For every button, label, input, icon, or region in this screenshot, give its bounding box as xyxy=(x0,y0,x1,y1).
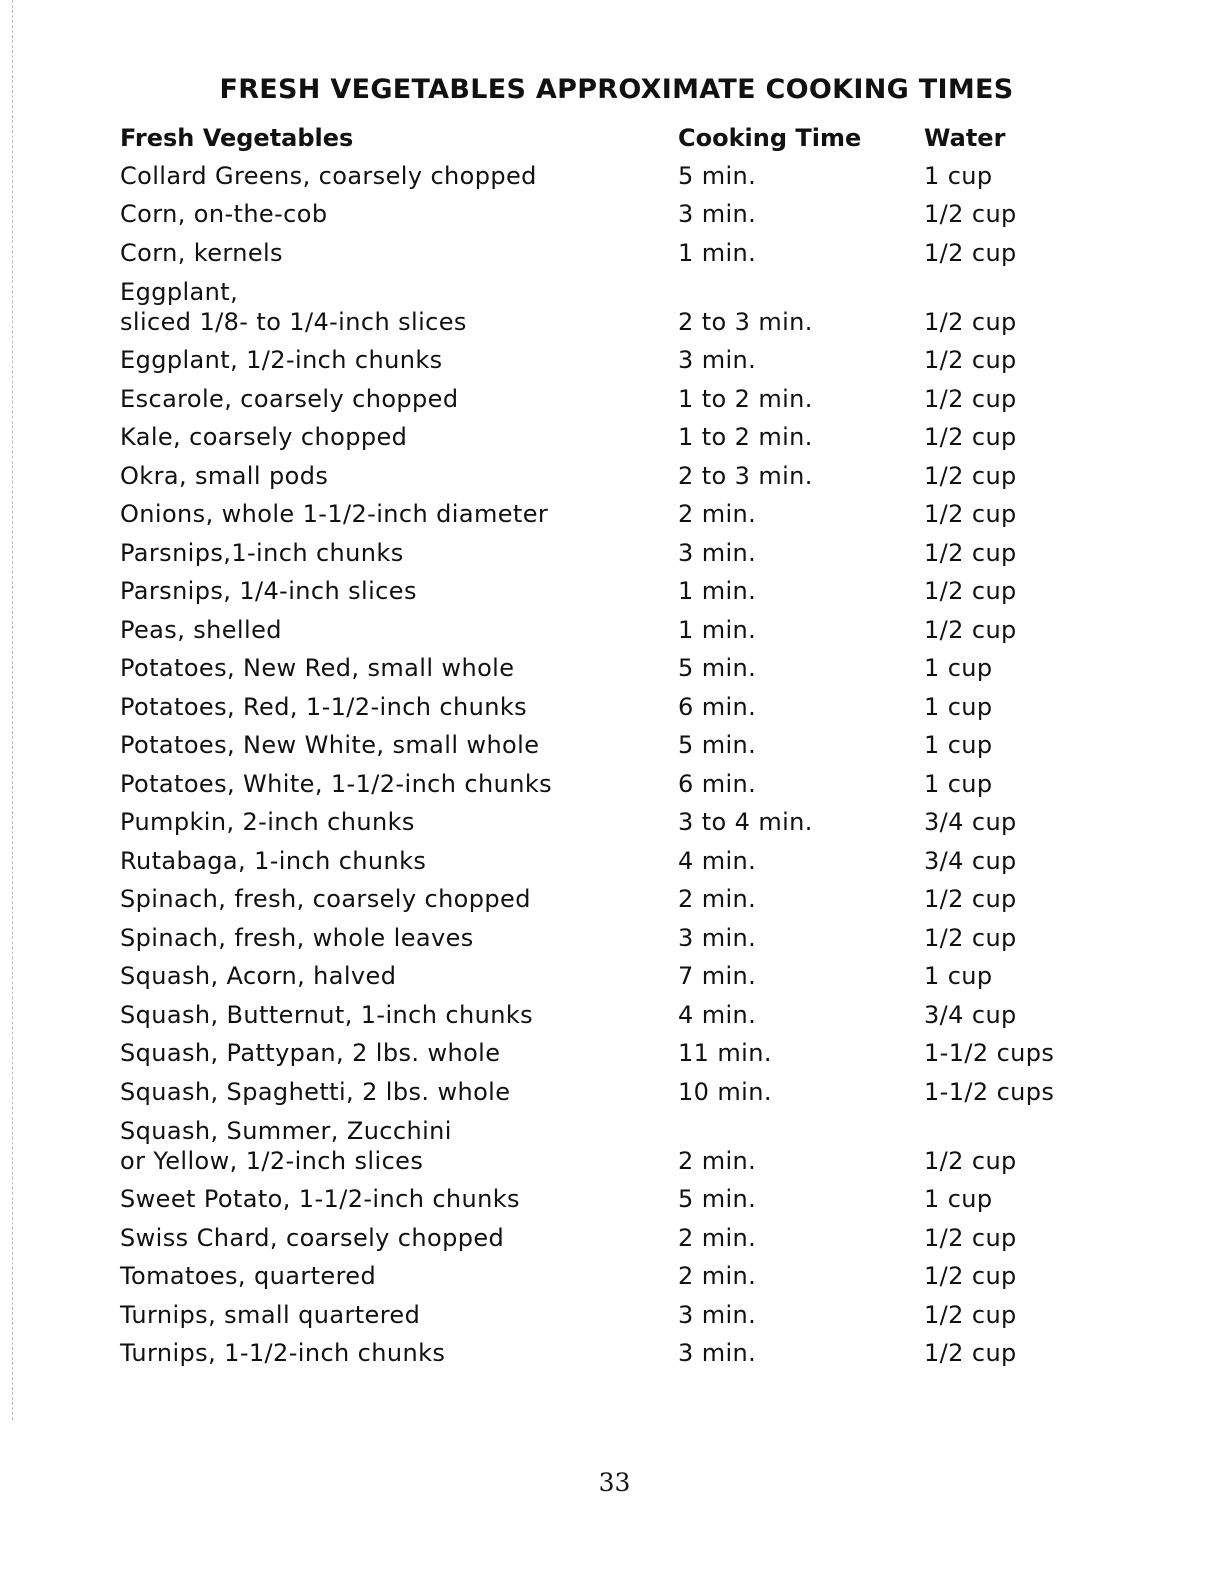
cell-vegetable: Escarole, coarsely chopped xyxy=(120,384,459,413)
table-row xyxy=(120,152,1080,191)
cell-water: 1/2 cup xyxy=(924,238,1017,267)
table-row xyxy=(120,876,1080,915)
cell-water: 1 cup xyxy=(924,1185,993,1213)
table-row xyxy=(120,1291,1080,1330)
cell-water: 1/2 cup xyxy=(924,1146,1017,1175)
column-header-vegetable: Fresh Vegetables xyxy=(120,124,354,152)
cell-water: 3/4 cup xyxy=(924,1000,1017,1029)
cell-cooking-time: 2 min. xyxy=(678,500,757,528)
table-row xyxy=(120,229,1080,268)
table-header xyxy=(120,114,1080,152)
cell-cooking-time: 1 min. xyxy=(678,577,757,605)
cell-vegetable: Eggplant, 1/2-inch chunks xyxy=(120,346,443,374)
cell-vegetable: Onions, whole 1-1/2-inch diameter xyxy=(120,500,549,528)
cell-vegetable: Turnips, 1-1/2-inch chunks xyxy=(120,1339,446,1367)
table-row xyxy=(120,337,1080,376)
table-row xyxy=(120,1068,1080,1107)
cell-water: 1/2 cup xyxy=(924,577,1017,605)
cell-cooking-time: 2 to 3 min. xyxy=(678,461,813,490)
table-row xyxy=(120,914,1080,953)
cell-cooking-time: 4 min. xyxy=(678,1000,757,1029)
cell-cooking-time: 3 min. xyxy=(678,923,757,952)
cell-cooking-time: 2 to 3 min. xyxy=(678,307,813,336)
cell-cooking-time: 3 min. xyxy=(678,1300,757,1329)
cell-vegetable: Peas, shelled xyxy=(120,615,282,644)
cell-cooking-time: 1 min. xyxy=(678,238,757,267)
cell-water: 1 cup xyxy=(924,161,993,190)
cell-water: 1/2 cup xyxy=(924,1339,1017,1367)
cell-vegetable: Okra, small pods xyxy=(120,461,329,490)
cell-cooking-time: 7 min. xyxy=(678,962,757,990)
cell-vegetable: Tomatoes, quartered xyxy=(120,1262,377,1290)
cell-cooking-time: 2 min. xyxy=(678,1146,757,1175)
cell-water: 1 cup xyxy=(924,654,993,682)
cell-cooking-time: 4 min. xyxy=(678,846,757,875)
cell-cooking-time: 3 min. xyxy=(678,200,757,228)
cell-water: 1/2 cup xyxy=(924,500,1017,528)
cell-vegetable: Parsnips, 1/4-inch slices xyxy=(120,577,417,605)
table-row xyxy=(120,191,1080,230)
column-header-time: Cooking Time xyxy=(678,124,862,152)
cell-vegetable: Spinach, fresh, coarsely chopped xyxy=(120,885,531,913)
cell-cooking-time: 5 min. xyxy=(678,1185,757,1213)
cell-cooking-time: 5 min. xyxy=(678,654,757,682)
cell-cooking-time: 2 min. xyxy=(678,1223,757,1252)
table-row xyxy=(120,529,1080,568)
cell-water: 1 cup xyxy=(924,962,993,990)
cell-vegetable: Squash, Butternut, 1-inch chunks xyxy=(120,1000,534,1029)
cell-vegetable: Corn, on-the-cob xyxy=(120,200,328,228)
cell-cooking-time: 2 min. xyxy=(678,885,757,913)
table-body xyxy=(120,152,1080,1368)
cell-cooking-time: 3 min. xyxy=(678,346,757,374)
cell-vegetable: Squash, Acorn, halved xyxy=(120,962,397,990)
cell-cooking-time: 5 min. xyxy=(678,161,757,190)
cell-water: 1/2 cup xyxy=(924,384,1017,413)
table-row xyxy=(120,1107,1080,1176)
cell-vegetable: Potatoes, New White, small whole xyxy=(120,731,540,759)
cell-water: 1/2 cup xyxy=(924,461,1017,490)
cell-water: 1/2 cup xyxy=(924,538,1017,567)
table-row xyxy=(120,1030,1080,1069)
cell-water: 1 cup xyxy=(924,769,993,798)
cell-vegetable: Rutabaga, 1-inch chunks xyxy=(120,846,427,875)
cell-water: 3/4 cup xyxy=(924,808,1017,836)
cell-cooking-time: 6 min. xyxy=(678,692,757,721)
cell-cooking-time: 3 min. xyxy=(678,1339,757,1367)
cell-cooking-time: 6 min. xyxy=(678,769,757,798)
cell-vegetable: Squash, Spaghetti, 2 lbs. whole xyxy=(120,1077,511,1106)
cell-water: 1/2 cup xyxy=(924,1262,1017,1290)
cell-water: 3/4 cup xyxy=(924,846,1017,875)
table-row xyxy=(120,1330,1080,1369)
cell-water: 1/2 cup xyxy=(924,307,1017,336)
cell-water: 1/2 cup xyxy=(924,1223,1017,1252)
page-edge-scan-line xyxy=(12,0,13,1420)
cell-vegetable: Corn, kernels xyxy=(120,238,283,267)
table-row xyxy=(120,760,1080,799)
cell-water: 1/2 cup xyxy=(924,1300,1017,1329)
table-row xyxy=(120,491,1080,530)
cell-vegetable: Potatoes, White, 1-1/2-inch chunks xyxy=(120,769,553,798)
cell-vegetable: Squash, Summer, Zucchini or Yellow, 1/2-inch slices xyxy=(120,1116,452,1175)
table-row xyxy=(120,645,1080,684)
cell-vegetable: Collard Greens, coarsely chopped xyxy=(120,161,537,190)
cell-cooking-time: 11 min. xyxy=(678,1039,772,1067)
table-row xyxy=(120,1176,1080,1215)
table-row xyxy=(120,1214,1080,1253)
table-row xyxy=(120,799,1080,838)
cell-water: 1 cup xyxy=(924,692,993,721)
cell-vegetable: Parsnips,1-inch chunks xyxy=(120,538,404,567)
table-row xyxy=(120,268,1080,337)
cell-vegetable: Spinach, fresh, whole leaves xyxy=(120,923,474,952)
table-row xyxy=(120,414,1080,453)
cell-water: 1 cup xyxy=(924,731,993,759)
cell-cooking-time: 1 to 2 min. xyxy=(678,423,813,451)
cell-cooking-time: 5 min. xyxy=(678,731,757,759)
cell-cooking-time: 3 min. xyxy=(678,538,757,567)
cell-vegetable: Pumpkin, 2-inch chunks xyxy=(120,808,415,836)
cell-cooking-time: 10 min. xyxy=(678,1077,772,1106)
cell-water: 1/2 cup xyxy=(924,615,1017,644)
table-row xyxy=(120,375,1080,414)
cell-cooking-time: 1 min. xyxy=(678,615,757,644)
cell-vegetable: Swiss Chard, coarsely chopped xyxy=(120,1223,505,1252)
cell-cooking-time: 2 min. xyxy=(678,1262,757,1290)
cell-vegetable: Potatoes, New Red, small whole xyxy=(120,654,515,682)
table-row xyxy=(120,991,1080,1030)
page-title: FRESH VEGETABLES APPROXIMATE COOKING TIMES xyxy=(219,74,1014,105)
cell-vegetable: Squash, Pattypan, 2 lbs. whole xyxy=(120,1039,501,1067)
cell-vegetable: Turnips, small quartered xyxy=(120,1300,421,1329)
cell-vegetable: Potatoes, Red, 1-1/2-inch chunks xyxy=(120,692,528,721)
column-header-water: Water xyxy=(924,124,1006,152)
table-row xyxy=(120,953,1080,992)
table-row xyxy=(120,683,1080,722)
cell-vegetable: Eggplant, sliced 1/8- to 1/4-inch slices xyxy=(120,277,467,336)
cell-water: 1/2 cup xyxy=(924,423,1017,451)
cell-cooking-time: 1 to 2 min. xyxy=(678,384,813,413)
cell-water: 1/2 cup xyxy=(924,885,1017,913)
table-row xyxy=(120,837,1080,876)
cell-cooking-time: 3 to 4 min. xyxy=(678,808,813,836)
cell-water: 1/2 cup xyxy=(924,200,1017,228)
cell-water: 1-1/2 cups xyxy=(924,1077,1055,1106)
cell-vegetable: Kale, coarsely chopped xyxy=(120,423,408,451)
table-row xyxy=(120,606,1080,645)
cooking-times-table xyxy=(120,114,1080,1368)
table-row xyxy=(120,1253,1080,1292)
cell-water: 1-1/2 cups xyxy=(924,1039,1055,1067)
cell-water: 1/2 cup xyxy=(924,923,1017,952)
table-row xyxy=(120,722,1080,761)
cell-water: 1/2 cup xyxy=(924,346,1017,374)
page-number: 33 xyxy=(598,1468,631,1497)
cell-vegetable: Sweet Potato, 1-1/2-inch chunks xyxy=(120,1185,520,1213)
table-row xyxy=(120,452,1080,491)
table-row xyxy=(120,568,1080,607)
